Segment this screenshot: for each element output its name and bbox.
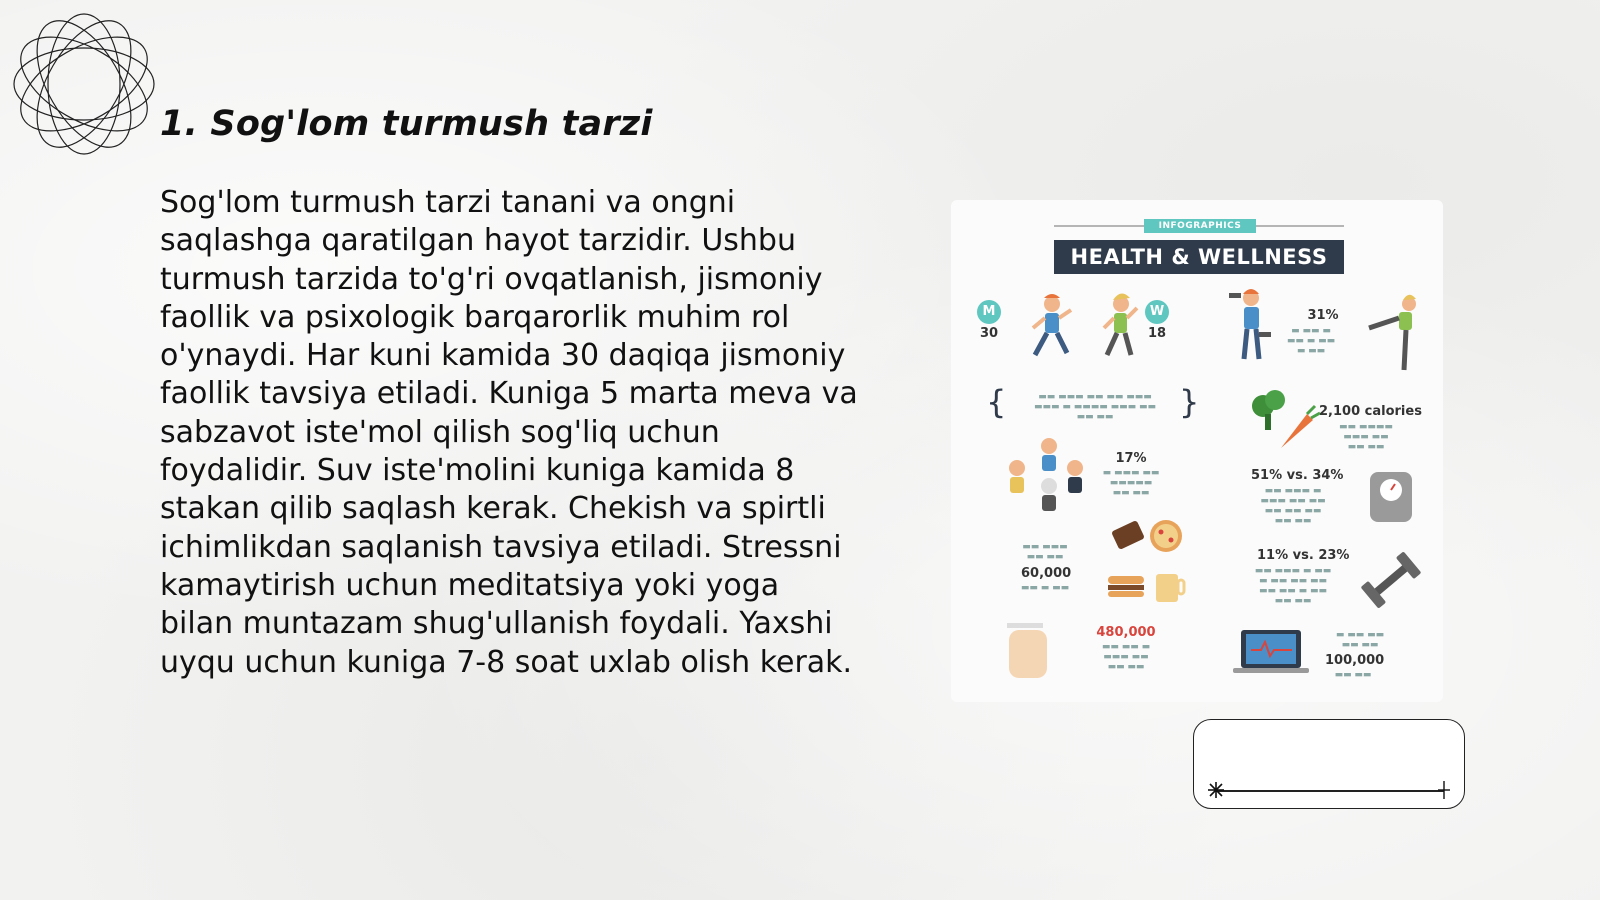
stat-11-caption: ▬▬ ▬▬▬ ▬ ▬▬ ▬ ▬▬ ▬▬ ▬▬ ▬▬ ▬▬ ▬ ▬▬ ▬▬ ▬▬ <box>1254 566 1332 606</box>
sparkle-icon[interactable] <box>1206 780 1226 800</box>
runner-woman-icon <box>1104 293 1137 355</box>
heart-caption-top: ▬ ▬▬ ▬▬ ▬▬ ▬▬ <box>1335 630 1385 650</box>
men-badge: M <box>977 300 1001 324</box>
food-caption-bottom: ▬▬ ▬ ▬▬ <box>1020 583 1070 593</box>
women-badge: W <box>1145 300 1169 324</box>
stat-51-vs-34: 51% vs. 34% <box>1251 468 1344 483</box>
hand-cigarette-icon <box>1007 623 1047 678</box>
brace-right-icon: } <box>1179 383 1200 421</box>
heart-caption-bottom: ▬▬ ▬▬ <box>1334 670 1372 680</box>
deaths-caption: ▬▬ ▬▬ ▬ ▬▬▬ ▬▬ ▬▬ ▬▬ <box>1101 642 1151 672</box>
stat-51-caption: ▬▬ ▬▬▬ ▬ ▬▬▬ ▬▬ ▬▬ ▬▬ ▬▬ ▬▬ ▬▬ ▬▬ <box>1260 486 1326 526</box>
slide-title: 1. Sog'lom turmush tarzi <box>160 104 653 144</box>
stat-31-caption: ▬ ▬▬ ▬ ▬▬ ▬ ▬▬ ▬ ▬▬ <box>1286 326 1336 356</box>
stat-11-vs-23: 11% vs. 23% <box>1257 548 1350 563</box>
food-pounds-stat: 60,000 <box>1021 566 1072 581</box>
vegetables-icon <box>1252 390 1320 448</box>
infographic-tag: INFOGRAPHICS <box>1144 219 1256 233</box>
stat-17-percent: 17% <box>1115 451 1147 466</box>
men-minutes-stat: 30 <box>979 326 999 341</box>
deaths-stat: 480,000 <box>1096 625 1156 640</box>
scale-icon <box>1370 472 1412 522</box>
yoga-woman-icon <box>1369 295 1416 370</box>
stat-31-percent: 31% <box>1307 308 1339 323</box>
health-wellness-infographic <box>951 200 1443 702</box>
plus-marker-icon[interactable] <box>1434 780 1454 800</box>
brace-left-icon: { <box>986 383 1007 421</box>
calories-stat: 2,100 calories <box>1319 404 1422 419</box>
circular-ornament-icon <box>10 10 158 158</box>
slide-navigation-box[interactable] <box>1193 719 1465 809</box>
food-icons <box>1108 520 1184 602</box>
progress-line <box>1216 790 1444 792</box>
heartbeats-stat: 100,000 <box>1325 653 1385 668</box>
people-group-icon <box>1009 438 1083 511</box>
stat-17-caption: ▬ ▬▬▬ ▬▬ ▬▬▬▬▬ ▬▬ ▬▬ <box>1102 468 1160 498</box>
laptop-heartbeat-icon <box>1233 630 1309 673</box>
women-minutes-stat: 18 <box>1147 326 1167 341</box>
runner-man-icon <box>1033 294 1071 355</box>
slide-body-text: Sog'lom turmush tarzi tanani va ongni saqlashga qaratilgan hayot tarzidir. Ushbu turmush tarzida to'g'ri ovqatlanish, jismoniy faollik va psixologik barqarorlik muhim rol o'ynaydi. Har kuni kamida 30 daqiqa jismoniy faollik tavsiya etiladi. Kuniga 5 marta meva va sabzavot iste'mol qilish sog'liq uchun foydalidir. Suv iste'molini kuniga kamida 8 stakan qilib saqlash kerak. Chekish va spirtli ichimlikdan saqlanish tavsiya etiladi. Stressni kamaytirish uchun meditatsiya yoki yoga bilan muntazam shug'ullanish foydali. Yaxshi uyqu uchun kuniga 7-8 soat uxlab olish kerak. <box>160 185 858 680</box>
food-caption-top: ▬▬ ▬▬▬ ▬▬ ▬▬ <box>1022 542 1068 562</box>
infographic-banner: HEALTH & WELLNESS <box>1054 240 1344 274</box>
dumbbell-icon <box>1361 551 1422 608</box>
lifestyle-caption: ▬▬ ▬▬▬ ▬▬ ▬▬ ▬▬▬ ▬▬▬ ▬ ▬▬▬▬ ▬▬▬ ▬▬ ▬▬ ▬▬ <box>1034 392 1156 422</box>
calories-caption: ▬▬ ▬▬▬▬ ▬▬▬ ▬▬ ▬▬ ▬▬ <box>1339 422 1393 452</box>
weightlifter-icon <box>1229 289 1271 359</box>
